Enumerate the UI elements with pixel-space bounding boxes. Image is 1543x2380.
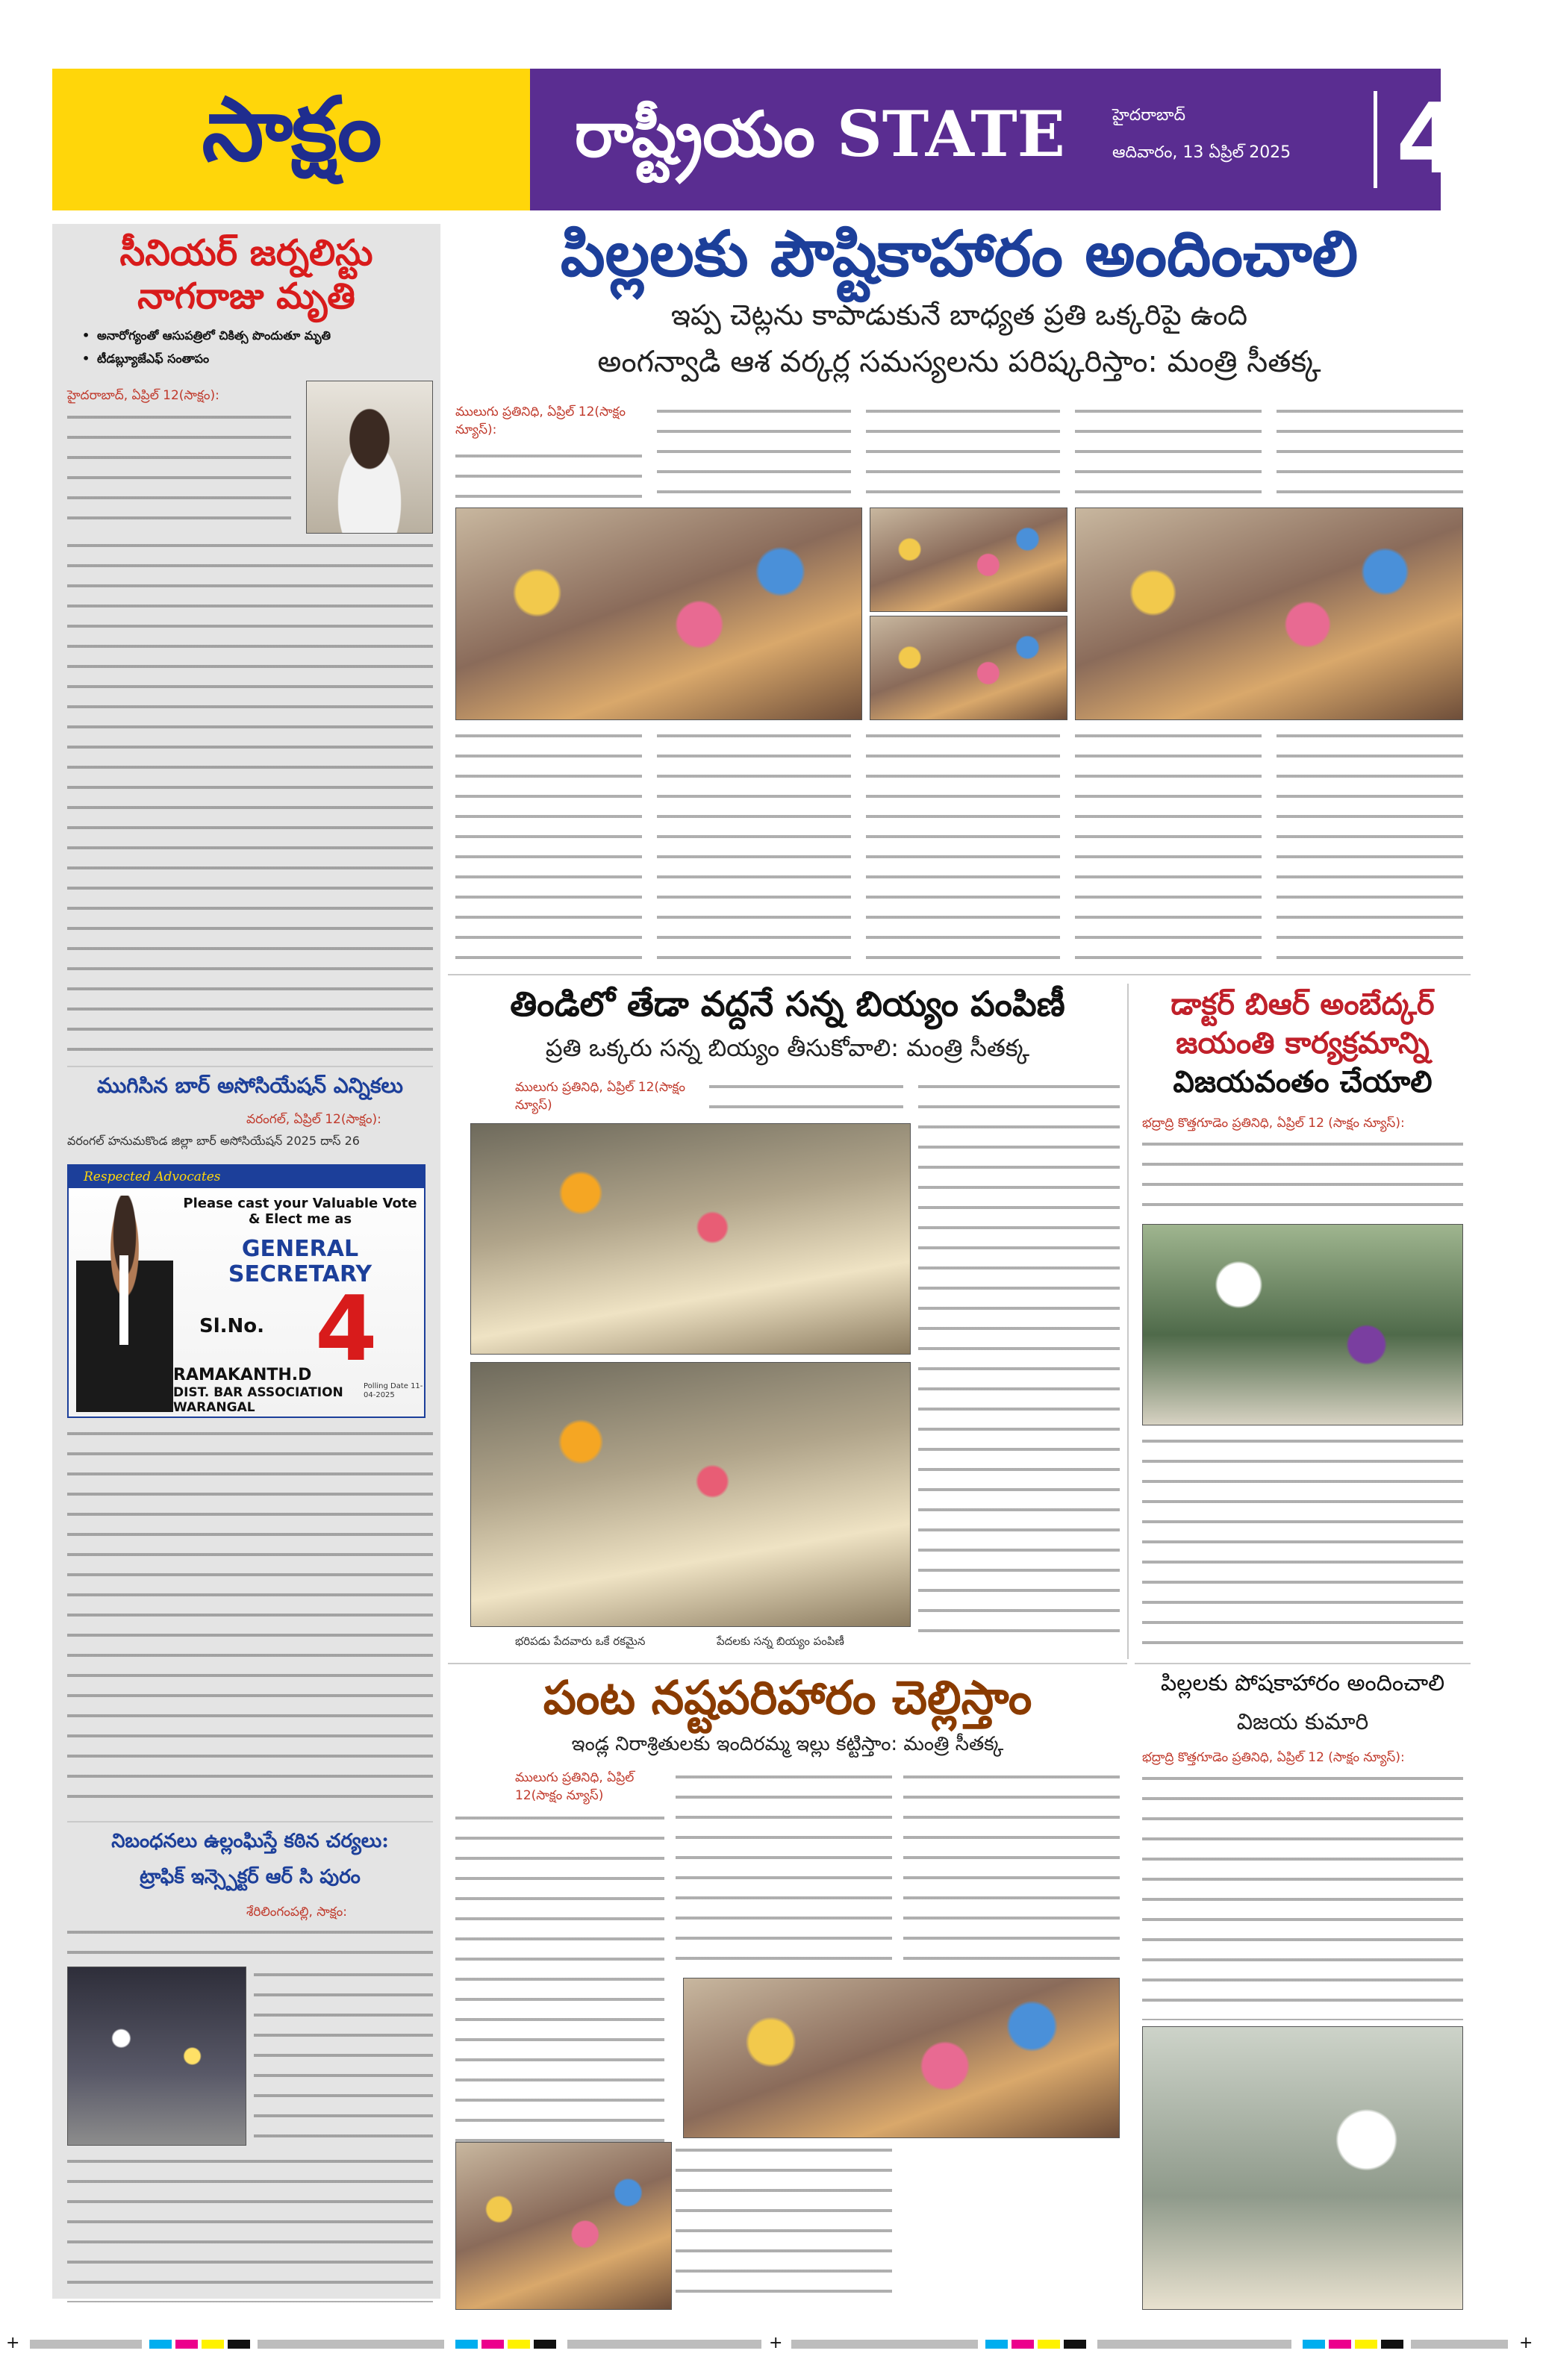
obit-bullet: • అనారోగ్యంతో ఆసుపత్రిలో చికిత్స పొందుతూ మృతి [82,328,433,346]
color-patch [1381,2340,1403,2349]
main-col4-top [1075,403,1262,500]
main-col1 [455,728,642,966]
bar-election-headline: ముగిసిన బార్ అసోసియేషన్ ఎన్నికలు [97,1073,403,1098]
ambedkar-dateline: భద్రాద్రి కొత్తగూడెం ప్రతినిధి, ఏప్రిల్ 12 (సాక్షం న్యూస్): [1142,1116,1405,1131]
color-patch [1038,2340,1060,2349]
ambedkar-body [1142,1433,1463,1657]
traffic-body-top [67,1924,433,1963]
rice-dateline: ములుగు ప్రతినిధి, ఏప్రిల్ 12(సాక్షం న్యూస్) [515,1080,686,1113]
bar-election-first-line: వరంగల్ హనుమకొండ జిల్లా బార్ అసోసియేషన్ 2025 దాస్ 26 [67,1134,360,1148]
nutrition-byline: విజయ కుమారి [1236,1709,1369,1735]
color-patch [985,2340,1008,2349]
main-col3-top [866,403,1060,500]
election-ad [67,1164,426,1418]
obit-body [67,537,433,1060]
crop-col2 [676,1769,892,1970]
color-patch [228,2340,250,2349]
nutrition-dateline: భద్రాద్రి కొత్తగూడెం ప్రతినిధి, ఏప్రిల్ 12 (సాక్షం న్యూస్): [1142,1750,1405,1765]
candidate-shirt [119,1255,128,1345]
divider [1135,1663,1471,1664]
main-headline: పిల్లలకు పౌష్టికాహారం అందించాలి [560,216,1359,290]
crop-col2-bottom [676,2142,892,2310]
divider [67,1821,433,1823]
rice-headline: తిండిలో తేడా వద్దనే సన్న బియ్యం పంపిణీ [510,984,1065,1024]
main-col2-top [657,403,851,500]
main-dateline: ములుగు ప్రతినిధి, ఏప్రిల్ 12(సాక్షం న్యూస్): [455,405,626,437]
nutrition-photo [1142,2026,1463,2310]
main-photo-middle-top [870,507,1067,612]
edition-date: ఆదివారం, 13 ఏప్రిల్ 2025 [1112,143,1291,162]
divider [67,1066,433,1067]
color-patch [455,2340,478,2349]
color-patch [202,2340,224,2349]
masthead [52,69,1471,210]
rice-photo-top [470,1123,911,1355]
color-patch [791,2340,978,2349]
color-patch [258,2340,444,2349]
main-col5 [1277,728,1463,966]
ad-polling-date: Polling Date 11-04-2025 [364,1382,423,1399]
main-photo-right [1075,507,1463,720]
color-patch [1411,2340,1508,2349]
color-patch [1355,2340,1377,2349]
traffic-subhead: ట్రాఫిక్ ఇన్స్పెక్టర్ ఆర్ సి పురం [140,1866,361,1888]
main-col3 [866,728,1060,966]
obit-headline: సీనియర్ జర్నలిస్టు నాగరాజు మృతి [119,232,373,317]
traffic-police-photo [67,1967,246,2146]
color-patch [149,2340,172,2349]
color-patch [1329,2340,1351,2349]
ad-association: DIST. BAR ASSOCIATION WARANGAL [173,1385,343,1415]
crop-photo-bottom [455,2142,672,2310]
rice-caption-right: పేదలకు సన్న బియ్యం పంపిణీ [717,1634,844,1648]
nutrition-body [1142,1770,1463,2020]
traffic-body [67,2153,433,2302]
color-patch [1097,2340,1291,2349]
traffic-dateline: శేరిలింగంపల్లి, సాక్షం: [246,1905,348,1920]
rice-subhead: ప్రతి ఒక్కరు సన్న బియ్యం తీసుకోవాలి: మంత్రి సీతక్క [545,1034,1030,1062]
journalist-photo [306,381,433,534]
obit-body-top [67,409,291,528]
traffic-headline: నిబంధనలు ఉల్లంఘిస్తే కఠిన చర్యలు: [111,1830,389,1852]
divider [1127,984,1129,1659]
ambedkar-body-top [1142,1136,1463,1218]
rice-col2-top [709,1078,903,1119]
crop-photo-top [683,1978,1120,2138]
divider [448,974,1471,975]
main-col2 [657,728,851,966]
color-patch [481,2340,504,2349]
main-col1-top [455,448,642,500]
ad-slno-value: 4 [315,1278,378,1381]
traffic-body-side [254,1967,433,2146]
divider [448,1663,1127,1664]
bar-election-body [67,1425,433,1814]
print-color-bar [0,2332,1543,2355]
nutrition-headline: పిల్లలకు పోషకాహారం అందించాలి [1160,1670,1445,1696]
crop-col3 [903,1769,1120,1970]
main-col4 [1075,728,1262,966]
color-patch [567,2340,761,2349]
color-patch [508,2340,530,2349]
color-patch [30,2340,142,2349]
obit-dateline: హైదరాబాద్, ఏప్రిల్ 12(సాక్షం): [67,388,219,403]
bar-election-dateline: వరంగల్, ఏప్రిల్ 12(సాక్షం): [246,1112,381,1127]
color-patch [1011,2340,1034,2349]
section-title: రాష్ట్రీయం STATE [575,97,1065,171]
crop-subhead: ఇండ్ల నిరాశ్రితులకు ఇందిరమ్మ ఇల్లు కట్టిస్తాం: మంత్రి సీతక్క [571,1733,1004,1755]
crop-dateline: ములుగు ప్రతినిధి, ఏప్రిల్ 12(సాక్షం న్యూస్) [515,1770,635,1803]
obit-bullets [82,328,433,375]
crop-headline: పంట నష్టపరిహారం చెల్లిస్తాం [543,1670,1032,1725]
masthead-divider [1374,91,1377,188]
rice-body [918,1078,1120,1646]
main-col5-top [1277,403,1463,500]
ad-slno-label: Sl.No. [199,1315,265,1337]
ambedkar-photo [1142,1224,1463,1425]
ad-tagline: Respected Advocates [69,1166,424,1188]
color-patch [534,2340,556,2349]
ad-plea: Please cast your Valuable Vote & Elect me as [183,1196,417,1227]
ambedkar-headline: డాక్టర్ బిఆర్ అంబేద్కర్ జయంతి కార్యక్రమాన్ని విజయవంతం చేయాలి [1171,987,1435,1099]
main-photo-middle-bottom [870,616,1067,720]
registration-mark-icon: + [1519,2334,1533,2352]
color-patch [1303,2340,1325,2349]
color-patch [1064,2340,1086,2349]
registration-mark-icon: + [769,2334,783,2352]
registration-mark-icon: + [6,2334,20,2352]
edition-city: హైదరాబాద్ [1112,106,1185,125]
color-patch [175,2340,198,2349]
ad-role: GENERAL SECRETARY [228,1236,372,1287]
newspaper-logo: సాక్షం [52,69,530,210]
ad-candidate-name: RAMAKANTH.D [173,1366,312,1384]
main-photo-left [455,507,862,720]
rice-photo-bottom [470,1362,911,1627]
main-subhead-1: ఇప్ప చెట్లను కాపాడుకునే బాధ్యత ప్రతి ఒక్కరిపై ఉంది [670,299,1248,331]
rice-caption-left: భరిపడు పేదవారు ఒకే రకమైన [515,1634,646,1648]
main-subhead-2: అంగన్వాడి ఆశ వర్కర్ల సమస్యలను పరిష్కరిస్తాం: మంత్రి సీతక్క [597,345,1321,379]
page-number: 4 [1396,82,1464,196]
obit-bullet: • టీడబ్ల్యూజేఎఫ్ సంతాపం [82,352,433,369]
